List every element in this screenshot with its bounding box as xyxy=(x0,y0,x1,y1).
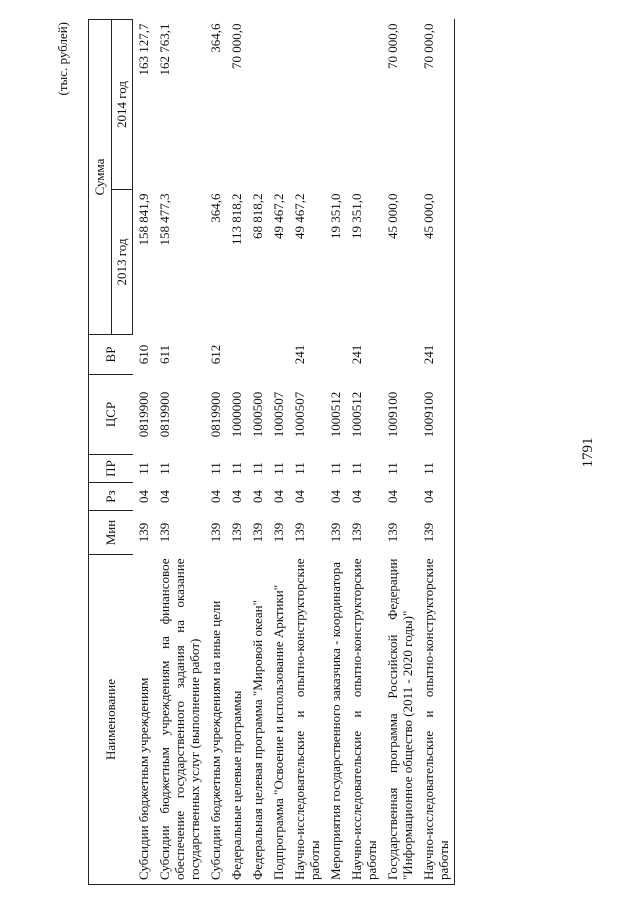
header-rz: Рз xyxy=(89,483,133,511)
row-vr: 241 xyxy=(349,344,364,365)
row-name: Научно-исследовательские и опытно-конструкторские работы xyxy=(418,555,455,885)
table-row xyxy=(226,20,247,885)
row-name: Научно-исследовательские и опытно-конструкторские работы xyxy=(289,555,325,885)
row-name: Федеральная целевая программа "Мировой океан" xyxy=(247,555,268,885)
row-rz: 04 xyxy=(208,490,223,503)
row-rz: 04 xyxy=(292,490,307,503)
row-csr: 1009100 xyxy=(418,375,455,455)
table-body xyxy=(133,20,455,885)
row-amount-2014 xyxy=(346,20,382,190)
row-amount-2014: 70 000,0 xyxy=(418,20,455,190)
row-pr: 11 xyxy=(250,462,265,475)
row-name: Научно-исследовательские и опытно-конструкторские работы xyxy=(346,555,382,885)
row-pr: 11 xyxy=(229,462,244,475)
row-name: Субсидии бюджетным учреждениям на финансовое обеспечение государственного задания на оказание государственных услуг (выполнение работ) xyxy=(154,555,205,885)
row-rz: 04 xyxy=(135,490,151,503)
header-sum: Сумма xyxy=(89,20,112,335)
table-row xyxy=(247,20,268,885)
header-vr: ВР xyxy=(89,335,133,375)
row-amount-2013: 19 351,0 xyxy=(349,193,364,239)
row-amount-2013: 45 000,0 xyxy=(418,190,455,335)
row-min: 139 xyxy=(292,522,307,543)
row-csr: 1000507 xyxy=(292,391,307,438)
table-row xyxy=(268,20,289,885)
row-amount-2014 xyxy=(247,20,268,190)
row-pr: 11 xyxy=(271,462,286,475)
table-row xyxy=(325,20,346,885)
budget-table xyxy=(88,19,455,885)
table-row xyxy=(133,20,155,885)
row-pr: 11 xyxy=(385,462,400,475)
row-pr: 11 xyxy=(135,462,151,475)
row-min: 139 xyxy=(328,522,343,543)
row-amount-2014: 70 000,0 xyxy=(385,23,400,69)
row-amount-2013: 49 467,2 xyxy=(271,193,286,239)
row-rz: 04 xyxy=(418,483,455,511)
row-rz: 04 xyxy=(271,490,286,503)
row-csr: 1000500 xyxy=(250,391,265,438)
row-amount-2013: 19 351,0 xyxy=(328,193,343,239)
row-min: 139 xyxy=(135,522,151,543)
row-min: 139 xyxy=(418,511,455,555)
row-vr: 612 xyxy=(208,344,223,365)
row-csr: 0819900 xyxy=(208,391,223,438)
row-amount-2014 xyxy=(268,20,289,190)
row-amount-2014: 162 763,1 xyxy=(157,23,172,76)
row-amount-2014 xyxy=(325,20,346,190)
row-pr: 11 xyxy=(328,462,343,475)
row-vr xyxy=(382,335,418,375)
row-csr: 1000000 xyxy=(229,391,244,438)
row-name: Субсидии бюджетным учреждениям xyxy=(133,555,155,885)
row-rz: 04 xyxy=(229,490,244,503)
row-csr: 0819900 xyxy=(157,391,172,438)
row-amount-2014: 163 127,7 xyxy=(136,23,151,76)
row-rz: 04 xyxy=(157,490,172,503)
row-min: 139 xyxy=(271,522,286,543)
row-min: 139 xyxy=(250,522,265,543)
row-pr: 11 xyxy=(208,462,223,475)
row-pr: 11 xyxy=(349,462,364,475)
row-amount-2014: 70 000,0 xyxy=(229,23,244,69)
row-amount-2013: 49 467,2 xyxy=(292,193,307,239)
row-vr: 241 xyxy=(292,344,307,365)
row-amount-2014: 364,6 xyxy=(208,23,223,53)
row-name: Федеральные целевые программы xyxy=(226,555,247,885)
row-amount-2013: 158 841,9 xyxy=(136,193,151,246)
table-row xyxy=(154,20,205,885)
row-name: Субсидии бюджетным учреждениям на иные цели xyxy=(205,555,226,885)
row-amount-2013: 68 818,2 xyxy=(250,193,265,239)
header-min: Мин xyxy=(89,511,133,555)
row-amount-2013: 113 818,2 xyxy=(229,193,244,246)
row-rz: 04 xyxy=(349,490,364,503)
row-csr: 1009100 xyxy=(385,391,400,438)
row-vr xyxy=(247,335,268,375)
row-min: 139 xyxy=(229,522,244,543)
header-pr: ПР xyxy=(89,455,133,483)
row-min: 139 xyxy=(157,522,172,543)
row-pr: 11 xyxy=(418,455,455,483)
row-vr: 611 xyxy=(157,344,172,365)
row-csr: 1000512 xyxy=(349,391,364,438)
row-pr: 11 xyxy=(292,462,307,475)
row-min: 139 xyxy=(208,522,223,543)
header-csr: ЦСР xyxy=(89,375,133,455)
row-csr: 0819900 xyxy=(135,391,151,438)
row-vr xyxy=(268,335,289,375)
row-name: Подпрограмма "Освоение и использование Арктики" xyxy=(268,555,289,885)
row-name: Мероприятия государственного заказчика - координатора xyxy=(325,555,346,885)
row-csr: 1000512 xyxy=(328,391,343,438)
table-row xyxy=(289,20,325,885)
row-amount-2013: 158 477,3 xyxy=(157,193,172,246)
table-row xyxy=(205,20,226,885)
header-2013: 2013 год xyxy=(112,190,133,335)
table-row xyxy=(418,20,455,885)
row-amount-2013: 364,6 xyxy=(208,193,223,223)
row-csr: 1000507 xyxy=(271,391,286,438)
row-amount-2014 xyxy=(289,20,325,190)
table-row xyxy=(382,20,418,885)
row-amount-2013: 45 000,0 xyxy=(385,193,400,239)
row-vr: 241 xyxy=(418,335,455,375)
units-note: (тыс. рублей) xyxy=(55,22,70,96)
row-rz: 04 xyxy=(328,490,343,503)
row-vr: 610 xyxy=(135,344,151,365)
row-rz: 04 xyxy=(385,490,400,503)
row-pr: 11 xyxy=(157,462,172,475)
row-min: 139 xyxy=(385,522,400,543)
row-name: Государственная программа Российской Федерации "Информационное общество (2011 - 2020 годы)" xyxy=(382,555,418,885)
header-2014: 2014 год xyxy=(112,20,133,190)
row-vr xyxy=(226,335,247,375)
row-min: 139 xyxy=(349,522,364,543)
table-row xyxy=(346,20,382,885)
row-rz: 04 xyxy=(250,490,265,503)
header-name: Наименование xyxy=(89,555,133,885)
page-number: 1791 xyxy=(580,437,596,468)
row-vr xyxy=(325,335,346,375)
